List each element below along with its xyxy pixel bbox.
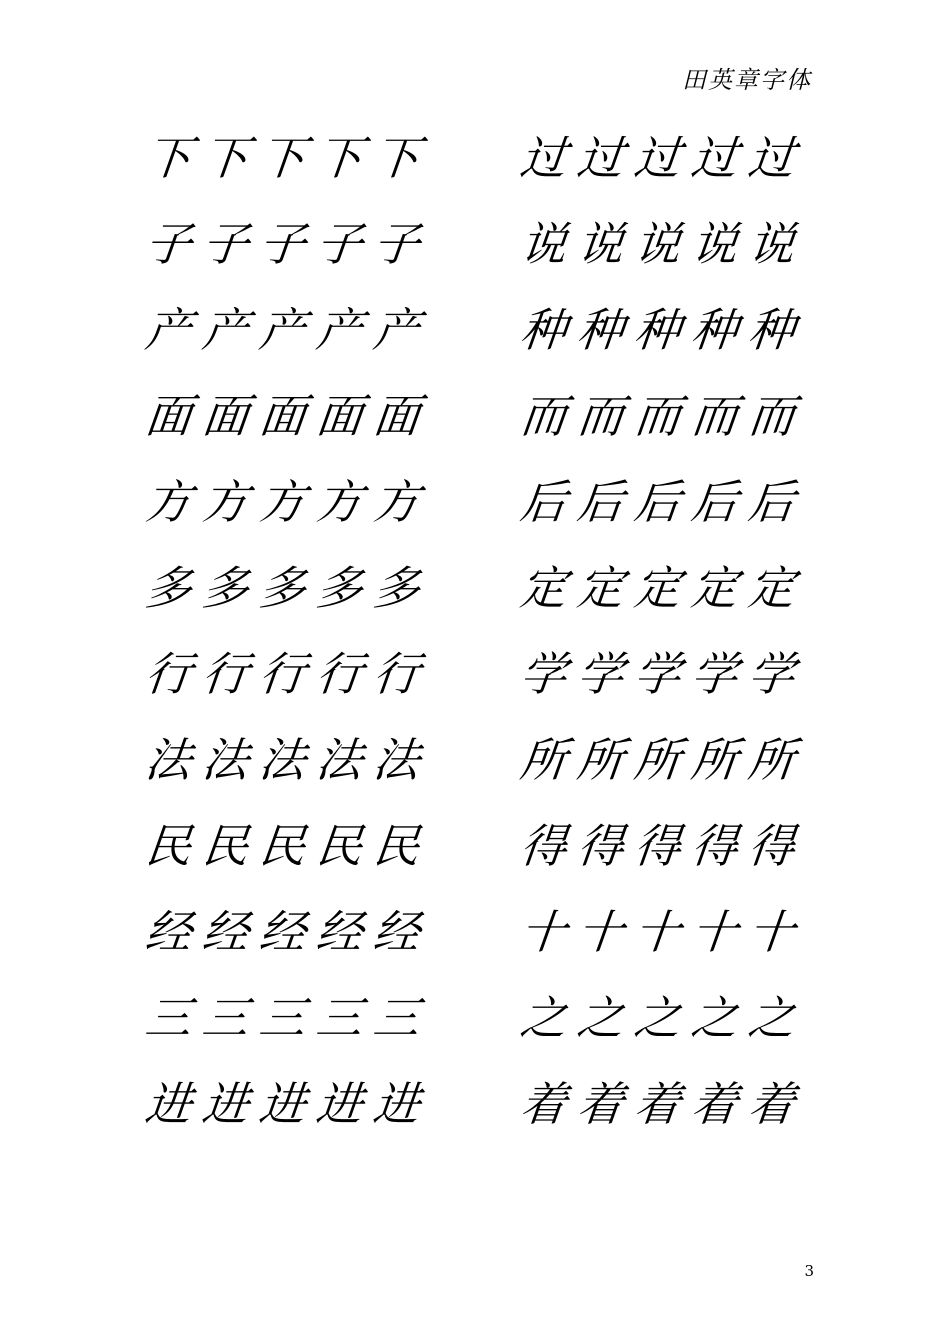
practice-character: 后: [631, 475, 684, 529]
practice-character: 法: [313, 733, 366, 787]
character-row: [140, 386, 820, 472]
practice-character: 说: [631, 217, 684, 271]
practice-character: 方: [199, 475, 252, 529]
practice-character: 所: [631, 733, 684, 787]
practice-character: 得: [631, 819, 684, 873]
practice-character: 方: [256, 475, 309, 529]
character-group-right: [515, 128, 800, 188]
practice-character: 学: [688, 647, 741, 701]
practice-character: 方: [313, 475, 366, 529]
practice-character: 法: [256, 733, 309, 787]
practice-character: 产: [199, 303, 252, 357]
character-row: [140, 300, 820, 386]
character-row: [140, 902, 820, 988]
practice-character: 进: [313, 1077, 366, 1131]
character-row: [140, 472, 820, 558]
practice-character: 方: [142, 475, 195, 529]
character-group-left: [140, 214, 425, 274]
practice-character: 民: [370, 819, 423, 873]
practice-character: 学: [631, 647, 684, 701]
character-group-right: [515, 816, 800, 876]
character-group-right: [515, 472, 800, 532]
practice-character: 着: [688, 1077, 741, 1131]
character-group-right: [515, 300, 800, 360]
character-group-left: [140, 988, 425, 1048]
character-group-right: [515, 730, 800, 790]
character-group-left: [140, 730, 425, 790]
practice-character: 十: [745, 905, 798, 959]
character-group-left: [140, 1074, 425, 1134]
practice-character: 面: [256, 389, 309, 443]
practice-character: 民: [256, 819, 309, 873]
practice-character: 多: [313, 561, 366, 615]
practice-character: 行: [199, 647, 252, 701]
practice-character: 多: [199, 561, 252, 615]
character-group-right: [515, 988, 800, 1048]
practice-character: 后: [574, 475, 627, 529]
practice-character: 子: [199, 217, 252, 271]
practice-character: 定: [517, 561, 570, 615]
practice-character: 三: [313, 991, 366, 1045]
practice-character: 之: [631, 991, 684, 1045]
character-group-right: [515, 386, 800, 446]
practice-character: 而: [745, 389, 798, 443]
character-group-left: [140, 644, 425, 704]
page-number: 3: [804, 1262, 814, 1280]
character-group-right: [515, 1074, 800, 1134]
practice-character: 之: [688, 991, 741, 1045]
practice-character: 种: [574, 303, 627, 357]
practice-character: 后: [517, 475, 570, 529]
character-row: [140, 816, 820, 902]
character-group-left: [140, 902, 425, 962]
practice-character: 经: [199, 905, 252, 959]
practice-character: 民: [199, 819, 252, 873]
character-row: [140, 1074, 820, 1160]
character-group-left: [140, 472, 425, 532]
practice-character: 所: [574, 733, 627, 787]
character-group-right: [515, 902, 800, 962]
character-row: [140, 988, 820, 1074]
font-name-header: 田英章字体: [682, 66, 812, 94]
practice-character: 后: [688, 475, 741, 529]
practice-character: 定: [631, 561, 684, 615]
practice-character: 之: [517, 991, 570, 1045]
practice-character: 说: [574, 217, 627, 271]
practice-character: 得: [745, 819, 798, 873]
practice-character: 之: [574, 991, 627, 1045]
practice-character: 所: [517, 733, 570, 787]
practice-character: 三: [370, 991, 423, 1045]
practice-character: 得: [517, 819, 570, 873]
practice-character: 种: [745, 303, 798, 357]
practice-character: 说: [517, 217, 570, 271]
practice-character: 经: [142, 905, 195, 959]
practice-character: 十: [574, 905, 627, 959]
practice-character: 着: [745, 1077, 798, 1131]
practice-character: 下: [313, 131, 366, 185]
practice-character: 所: [745, 733, 798, 787]
practice-character: 学: [745, 647, 798, 701]
practice-character: 三: [199, 991, 252, 1045]
practice-character: 行: [142, 647, 195, 701]
practice-character: 子: [370, 217, 423, 271]
practice-character: 过: [688, 131, 741, 185]
practice-character: 子: [313, 217, 366, 271]
practice-character: 学: [574, 647, 627, 701]
practice-character: 产: [370, 303, 423, 357]
practice-character: 经: [370, 905, 423, 959]
character-row: [140, 730, 820, 816]
practice-character: 种: [631, 303, 684, 357]
practice-character: 民: [142, 819, 195, 873]
practice-character: 面: [313, 389, 366, 443]
practice-character: 三: [142, 991, 195, 1045]
practice-character: 过: [517, 131, 570, 185]
practice-character: 下: [256, 131, 309, 185]
practice-character: 进: [256, 1077, 309, 1131]
practice-character: 着: [574, 1077, 627, 1131]
practice-character: 民: [313, 819, 366, 873]
practice-character: 所: [688, 733, 741, 787]
practice-character: 之: [745, 991, 798, 1045]
practice-character: 下: [142, 131, 195, 185]
practice-character: 着: [517, 1077, 570, 1131]
practice-character: 十: [688, 905, 741, 959]
practice-character: 多: [142, 561, 195, 615]
practice-character: 而: [517, 389, 570, 443]
practice-character: 产: [142, 303, 195, 357]
character-group-right: [515, 644, 800, 704]
character-group-left: [140, 558, 425, 618]
practice-character: 下: [199, 131, 252, 185]
practice-character: 说: [688, 217, 741, 271]
practice-character: 多: [256, 561, 309, 615]
practice-character: 种: [517, 303, 570, 357]
character-group-left: [140, 128, 425, 188]
character-row: [140, 128, 820, 214]
practice-character: 进: [370, 1077, 423, 1131]
practice-character: 方: [370, 475, 423, 529]
practice-character: 得: [688, 819, 741, 873]
practice-character: 行: [256, 647, 309, 701]
practice-character: 种: [688, 303, 741, 357]
practice-character: 子: [256, 217, 309, 271]
practice-character: 定: [745, 561, 798, 615]
practice-character: 产: [256, 303, 309, 357]
practice-character: 法: [199, 733, 252, 787]
practice-character: 经: [313, 905, 366, 959]
practice-character: 而: [574, 389, 627, 443]
practice-character: 十: [631, 905, 684, 959]
character-group-left: [140, 386, 425, 446]
practice-character: 面: [142, 389, 195, 443]
practice-character: 定: [574, 561, 627, 615]
practice-character: 进: [142, 1077, 195, 1131]
character-row: [140, 558, 820, 644]
practice-character: 后: [745, 475, 798, 529]
character-group-left: [140, 816, 425, 876]
practice-character: 得: [574, 819, 627, 873]
character-row: [140, 214, 820, 300]
practice-character: 行: [313, 647, 366, 701]
practice-character: 过: [745, 131, 798, 185]
practice-character: 三: [256, 991, 309, 1045]
practice-character: 着: [631, 1077, 684, 1131]
practice-character: 行: [370, 647, 423, 701]
practice-character: 下: [370, 131, 423, 185]
character-group-left: [140, 300, 425, 360]
character-row: [140, 644, 820, 730]
practice-character: 进: [199, 1077, 252, 1131]
practice-character: 产: [313, 303, 366, 357]
practice-character: 说: [745, 217, 798, 271]
practice-character: 而: [688, 389, 741, 443]
practice-character: 多: [370, 561, 423, 615]
practice-character: 面: [199, 389, 252, 443]
practice-character: 子: [142, 217, 195, 271]
practice-character: 过: [631, 131, 684, 185]
character-group-right: [515, 558, 800, 618]
practice-character: 过: [574, 131, 627, 185]
practice-character: 而: [631, 389, 684, 443]
practice-character: 法: [142, 733, 195, 787]
practice-character: 经: [256, 905, 309, 959]
practice-character: 学: [517, 647, 570, 701]
practice-character: 面: [370, 389, 423, 443]
character-group-right: [515, 214, 800, 274]
practice-character: 十: [517, 905, 570, 959]
practice-character: 法: [370, 733, 423, 787]
character-grid: [140, 128, 820, 1160]
practice-character: 定: [688, 561, 741, 615]
